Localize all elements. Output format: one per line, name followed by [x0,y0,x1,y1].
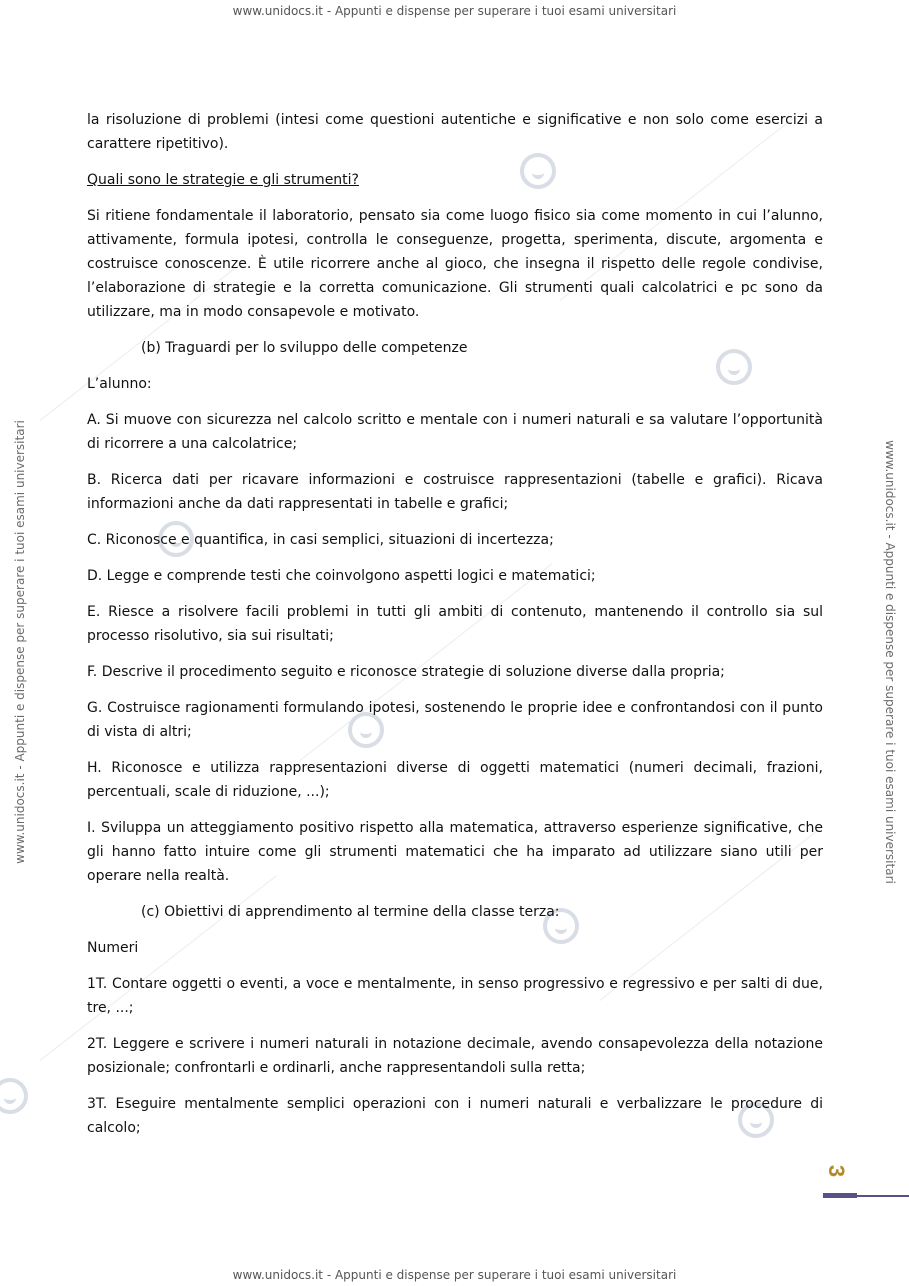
section-heading-c: (c) Obiettivi di apprendimento al termine della classe terza: [141,904,560,920]
page-number: 3 [824,1164,850,1178]
section-heading-b: (b) Traguardi per lo sviluppo delle competenze [141,340,468,356]
list-item-g: G. Costruisce ragionamenti formulando ipotesi, sostenendo le proprie idee e confrontandosi con il punto di vista di altri; [87,700,823,740]
watermark-top: www.unidocs.it - Appunti e dispense per superare i tuoi esami universitari [232,4,677,18]
list-item-a: A. Si muove con sicurezza nel calcolo scritto e mentale con i numeri naturali e sa valutare l’opportunità di ricorrere a una calcolatrice; [87,412,823,452]
section-question-heading: Quali sono le strategie e gli strumenti? [87,172,359,188]
list-item-i: I. Sviluppa un atteggiamento positivo rispetto alla matematica, attraverso esperienze significative, che gli hanno fatto intuire come gli strumenti matematici che ha imparato ad utilizzare siano utili per operare nella realtà. [87,820,823,884]
list-item-h: H. Riconosce e utilizza rappresentazioni diverse di oggetti matematici (numeri decimali, frazioni, percentuali, scale di riduzione, ...); [87,760,823,800]
watermark-right: www.unidocs.it - Appunti e dispense per superare i tuoi esami universitari [883,440,897,884]
paragraph-laboratory: Si ritiene fondamentale il laboratorio, pensato sia come luogo fisico sia come momento in cui l’alunno, attivamente, formula ipotesi, controlla le conseguenze, progetta, sperimenta, discute, argomenta e costruisce conoscenze. È utile ricorrere anche al gioco, che insegna il rispetto delle regole condivise, l’elaborazione di strategie e la corretta comunicazione. Gli strumenti quali calcolatrici e pc sono da utilizzare, ma in modo consapevole e motivato. [87,208,823,320]
watermark-left: www.unidocs.it - Appunti e dispense per superare i tuoi esami universitari [13,420,27,864]
subheading-numeri: Numeri [87,940,139,956]
watermark-logo-icon [0,1078,28,1114]
paragraph-student-intro: L’alunno: [87,376,152,392]
list-item-d: D. Legge e comprende testi che coinvolgono aspetti logici e matematici; [87,568,596,584]
objective-3t: 3T. Eseguire mentalmente semplici operazioni con i numeri naturali e verbalizzare le procedure di calcolo; [87,1096,823,1136]
watermark-bottom: www.unidocs.it - Appunti e dispense per superare i tuoi esami universitari [232,1268,677,1282]
document-body [87,108,823,1152]
objective-2t: 2T. Leggere e scrivere i numeri naturali in notazione decimale, avendo consapevolezza della notazione posizionale; confrontarli e ordinarli, anche rappresentandoli sulla retta; [87,1036,823,1076]
page-number-rule-line [857,1195,909,1197]
page-number-rule [823,1193,857,1198]
list-item-b: B. Ricerca dati per ricavare informazioni e costruisce rappresentazioni (tabelle e grafici). Ricava informazioni anche da dati rappresentati in tabelle e grafici; [87,472,823,512]
objective-1t: 1T. Contare oggetti o eventi, a voce e mentalmente, in senso progressivo e regressivo e per salti di due, tre, ...; [87,976,823,1016]
list-item-f: F. Descrive il procedimento seguito e riconosce strategie di soluzione diverse dalla propria; [87,664,725,680]
paragraph-problem-solving: la risoluzione di problemi (intesi come questioni autentiche e significative e non solo come esercizi a carattere ripetitivo). [87,112,823,152]
list-item-e: E. Riesce a risolvere facili problemi in tutti gli ambiti di contenuto, mantenendo il controllo sia sul processo risolutivo, sia sui risultati; [87,604,823,644]
list-item-c: C. Riconosce e quantifica, in casi semplici, situazioni di incertezza; [87,532,554,548]
